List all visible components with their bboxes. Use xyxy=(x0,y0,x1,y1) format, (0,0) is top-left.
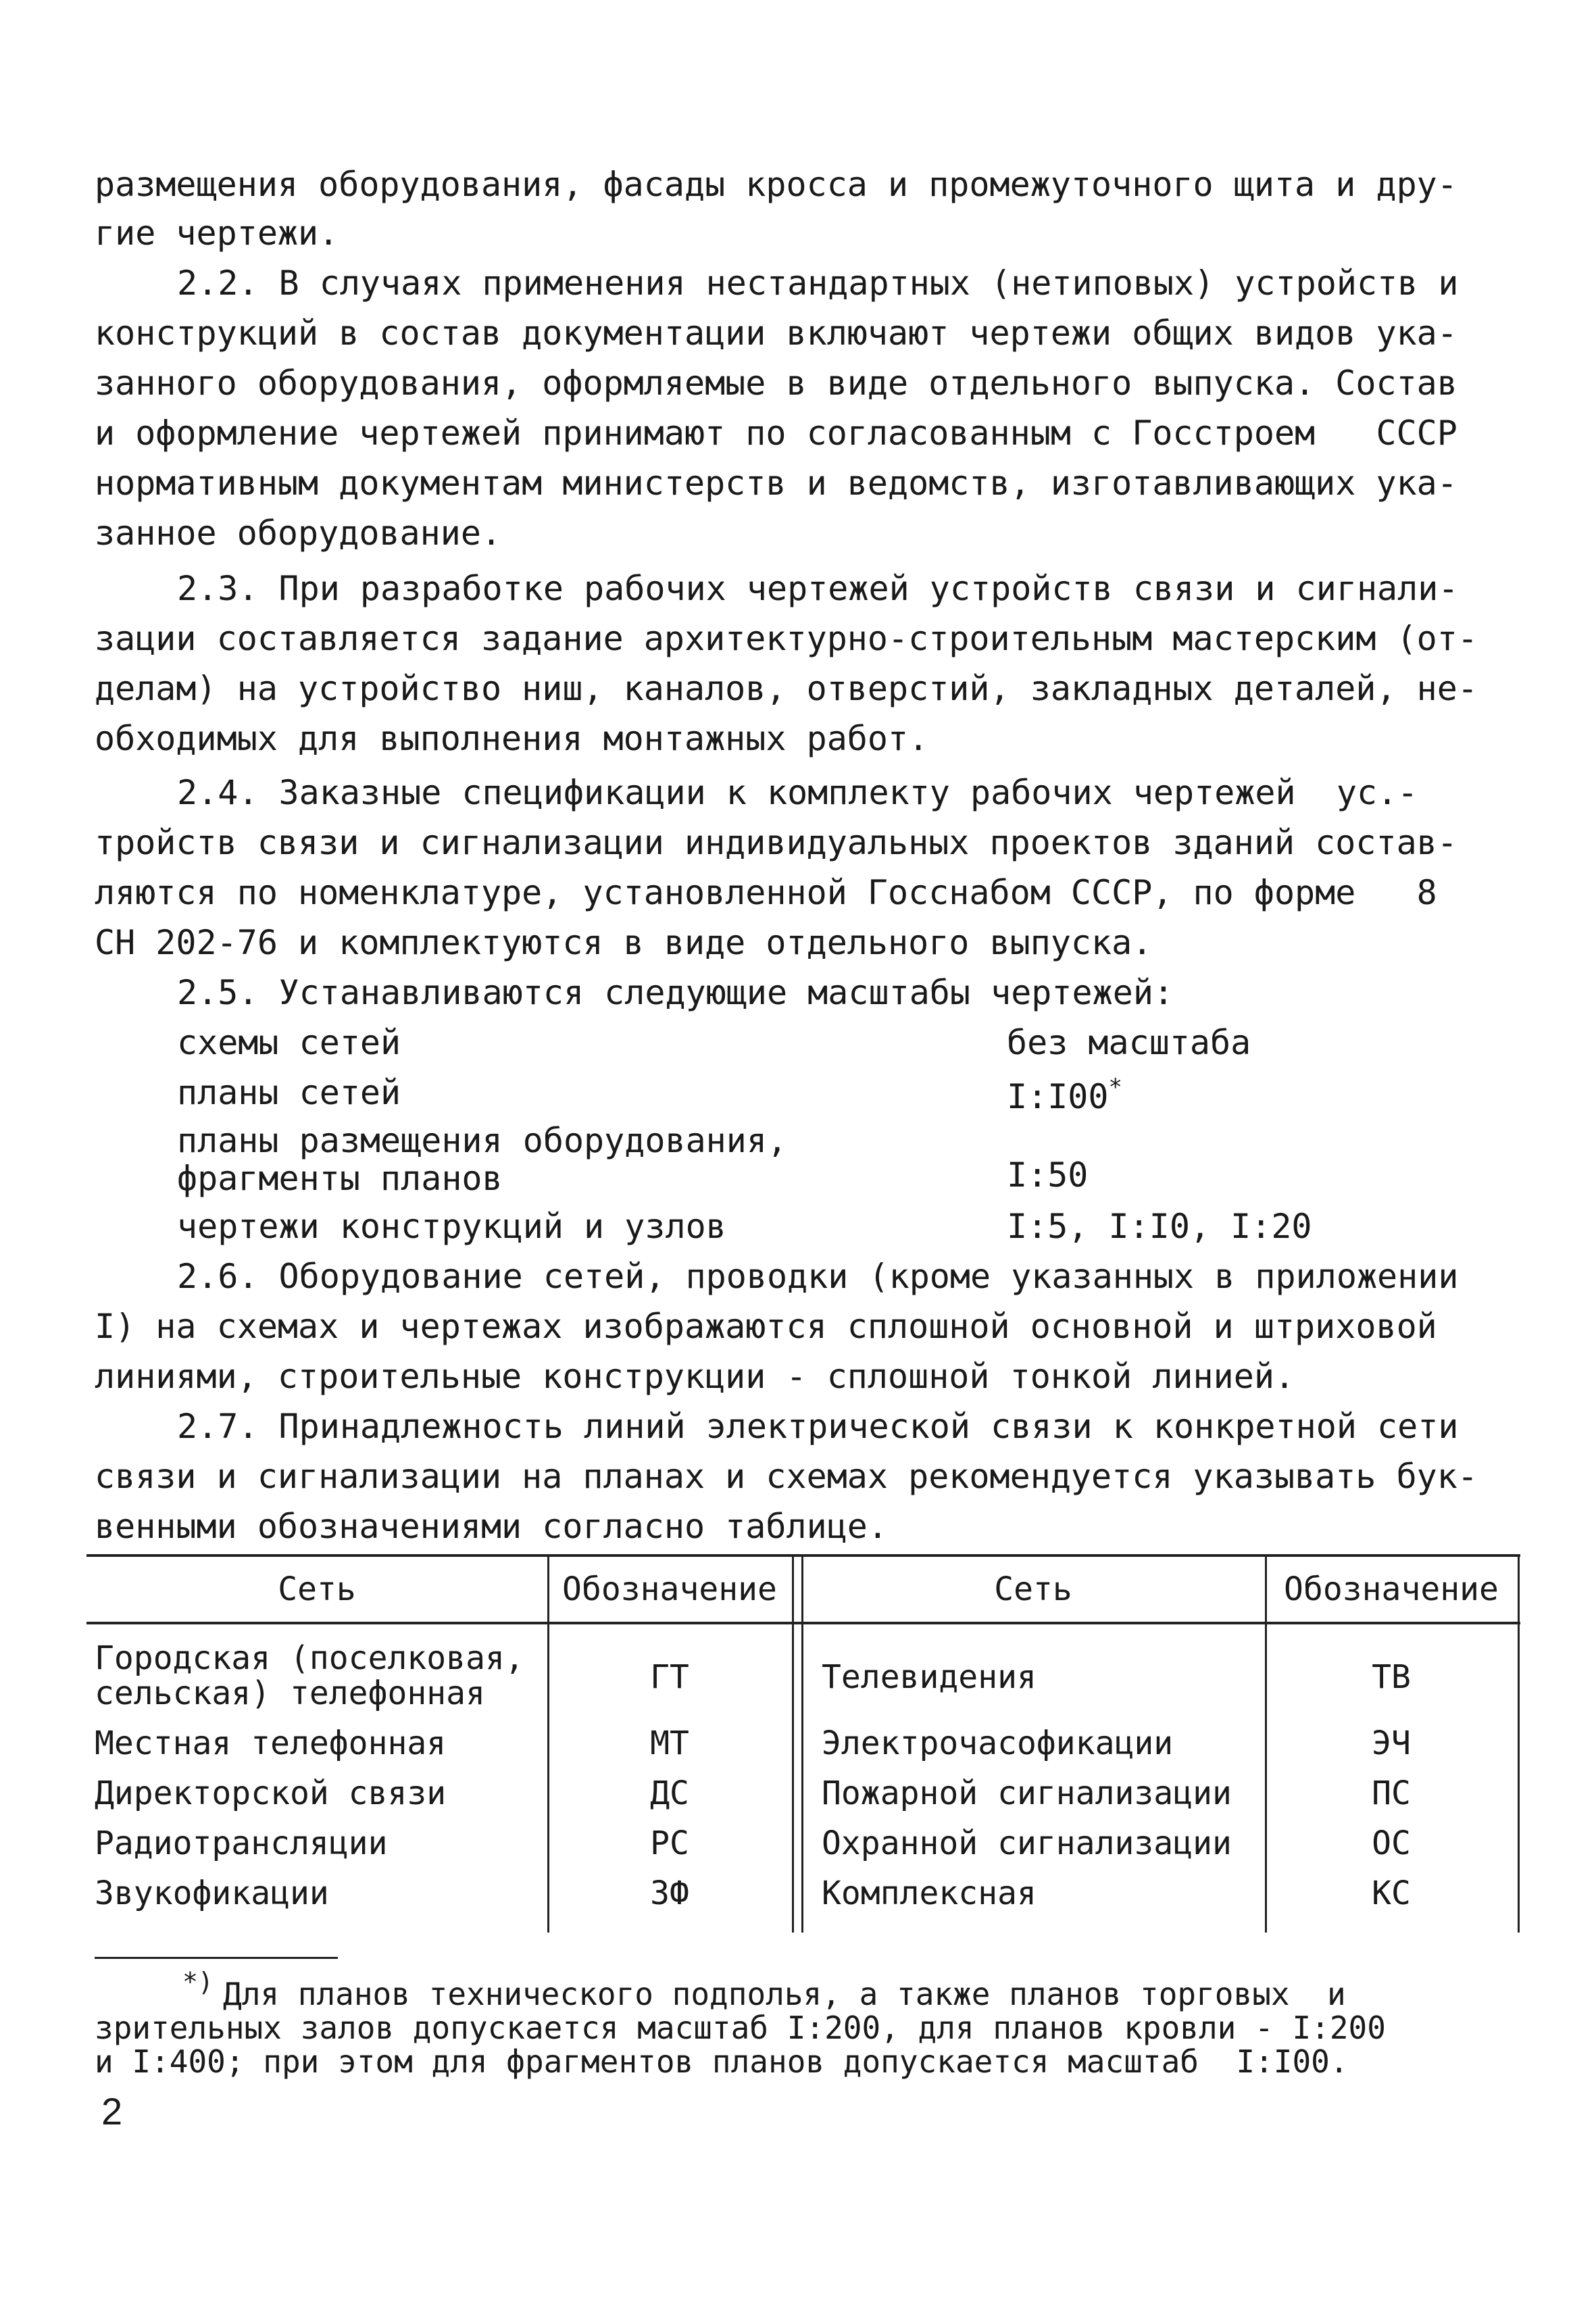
text-line: конструкций в состав документации включают чертежи общих видов ука- xyxy=(95,314,1457,353)
table-cell-code: РС xyxy=(650,1824,689,1862)
text-line: 2.6. Оборудование сетей, проводки (кроме указанных в приложении xyxy=(177,1257,1459,1296)
table-cell-code: ЗФ xyxy=(650,1874,689,1912)
table-cell-code: ЭЧ xyxy=(1372,1724,1411,1762)
table-cell-code: ДС xyxy=(650,1774,689,1812)
text-line: гие чертежи. xyxy=(95,214,339,253)
footnote-line: Для планов технического подполья, а также планов торговых и xyxy=(223,1976,1346,2012)
text-line: нормативным документам министерств и ведомств, изготавливающих ука- xyxy=(95,464,1457,503)
table-cell-net: Электрочасофикации xyxy=(822,1724,1174,1762)
table-column-rule xyxy=(1518,1554,1520,1933)
table-cell-net: Комплексная xyxy=(822,1874,1037,1912)
table-cell-net: Охранной сигнализации xyxy=(822,1824,1232,1862)
table-header-cell: Обозначение xyxy=(1284,1570,1499,1608)
table-cell-net: Местная телефонная xyxy=(95,1724,447,1762)
text-line: линиями, строительные конструкции - сплошной тонкой линией. xyxy=(95,1357,1295,1396)
table-header-cell: Сеть xyxy=(994,1570,1072,1608)
page-number: 2 xyxy=(101,2090,123,2133)
scale-value: без масштаба xyxy=(1007,1023,1251,1062)
text-line: 2.5. Устанавливаются следующие масштабы чертежей: xyxy=(177,973,1174,1012)
footnote-rule xyxy=(95,1957,338,1959)
text-line: занного оборудования, оформляемые в виде отдельного выпуска. Состав xyxy=(95,364,1457,403)
scale-value: I:5, I:I0, I:20 xyxy=(1007,1207,1312,1246)
scale-label: чертежи конструкций и узлов xyxy=(177,1207,726,1246)
text-line: 2.4. Заказные спецификации к комплекту рабочих чертежей ус.- xyxy=(177,773,1418,812)
scale-value xyxy=(1007,1076,1122,1114)
footnote-marker: *) xyxy=(182,1967,214,1997)
table-column-rule xyxy=(801,1554,803,1933)
table-cell-net: Телевидения xyxy=(822,1658,1037,1696)
footnote-marker: * xyxy=(1108,1074,1122,1101)
text-line: I) на схемах и чертежах изображаются сплошной основной и штриховой xyxy=(95,1307,1437,1346)
table-header-cell: Обозначение xyxy=(562,1570,777,1608)
table-cell-code: ОС xyxy=(1372,1824,1411,1862)
text-line: 2.2. В случаях применения нестандартных (нетиповых) устройств и xyxy=(177,264,1459,303)
scale-label: схемы сетей xyxy=(177,1023,401,1062)
table-column-rule xyxy=(792,1554,794,1933)
table-cell-net: Звукофикации xyxy=(95,1874,329,1912)
text-line: и оформление чертежей принимают по согласованным с Госстроем СССР xyxy=(95,414,1457,453)
text-line: делам) на устройство ниш, каналов, отверстий, закладных деталей, не- xyxy=(95,669,1478,708)
text-line: венными обозначениями согласно таблице. xyxy=(95,1507,888,1546)
text-line: связи и сигнализации на планах и схемах рекомендуется указывать бук- xyxy=(95,1457,1478,1496)
text-line: размещения оборудования, фасады кросса и промежуточного щита и дру- xyxy=(95,165,1457,204)
text-line: обходимых для выполнения монтажных работ. xyxy=(95,719,929,758)
table-cell-net: Директорской связи xyxy=(95,1774,447,1812)
table-cell-code: ТВ xyxy=(1372,1658,1411,1696)
scale-label: планы сетей xyxy=(177,1073,401,1112)
table-cell-net: Радиотрансляции xyxy=(95,1824,388,1862)
text-line: 2.7. Принадлежность линий электрической связи к конкретной сети xyxy=(177,1407,1459,1446)
scale-value-text: I:I00 xyxy=(1007,1077,1109,1116)
table-top-rule xyxy=(86,1554,1520,1557)
text-line: тройств связи и сигнализации индивидуальных проектов зданий состав- xyxy=(95,823,1457,862)
text-line: СН 202-76 и комплектуются в виде отдельного выпуска. xyxy=(95,923,1153,962)
table-cell-code: ГТ xyxy=(650,1658,689,1696)
text-line: занное оборудование. xyxy=(95,514,502,553)
scale-label: планы размещения оборудования, фрагменты планов xyxy=(177,1121,788,1198)
table-cell-code: ПС xyxy=(1372,1774,1411,1812)
text-line: 2.3. При разработке рабочих чертежей устройств связи и сигнали- xyxy=(177,569,1459,608)
text-line: ляются по номенклатуре, установленной Госснабом СССР, по форме 8 xyxy=(95,873,1437,912)
table-cell-code: МТ xyxy=(650,1724,689,1762)
table-header-rule xyxy=(86,1622,1520,1624)
table-cell-code: КС xyxy=(1372,1874,1411,1912)
footnote-line: зрительных залов допускается масштаб I:200, для планов кровли - I:200 xyxy=(95,2010,1386,2046)
footnote-line: и I:400; при этом для фрагментов планов допускается масштаб I:I00. xyxy=(95,2043,1349,2080)
text-line: зации составляется задание архитектурно-строительным мастерским (от- xyxy=(95,619,1478,658)
table-cell-net: Городская (поселковая, сельская) телефонная xyxy=(95,1639,524,1712)
table-cell-net: Пожарной сигнализации xyxy=(822,1774,1232,1812)
table-header-cell: Сеть xyxy=(278,1570,356,1608)
scale-value: I:50 xyxy=(1007,1155,1089,1195)
